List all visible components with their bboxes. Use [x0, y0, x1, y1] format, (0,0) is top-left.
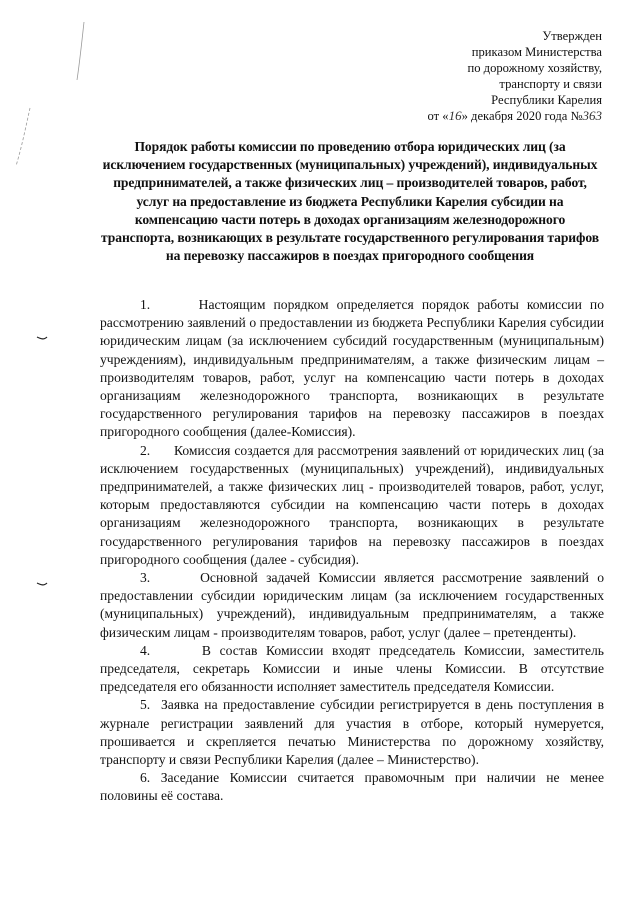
pencil-mark [16, 108, 30, 166]
approval-line: приказом Министерства [471, 45, 602, 59]
paragraph: 2. Комиссия создается для рассмотрения заявлений от юридических лиц (за исключением государственных (муниципальных) учреждений), индивидуальных предпринимателей, а также физических лиц - производителей товаров, работ, услуг, которым предоставляются субсидии на компенсацию части потерь в доходах организациям железнодорожного транспорта, возникающих в результате государственного регулирования тарифов на перевозку пассажиров в поездах пригородного сообщения (далее - субсидия). [100, 442, 604, 567]
paragraph: 5. Заявка на предоставление субсидии регистрируется в день поступления в журнале регистрации заявлений для участия в отборе, который нумеруется, прошивается и скрепляется печатью Министерства по дорожному хозяйству, транспорту и связи Республики Карелия (далее – Министерство). [100, 697, 604, 768]
paragraph: 4. В состав Комиссии входят председатель Комиссии, заместитель председателя, секретарь Комиссии и иные члены Комиссии. В отсутствие председателя его обязанности исполняет заместитель председателя Комиссии. [100, 642, 604, 695]
pencil-mark [77, 22, 84, 80]
approval-date-line [428, 108, 602, 124]
date-middle: » декабря 2020 года № [461, 109, 583, 123]
hole-punch-mark [37, 583, 47, 585]
handwritten-day: 16 [448, 108, 462, 123]
approval-line: транспорту и связи [499, 77, 602, 91]
approval-line: Утвержден [542, 29, 602, 43]
paragraph: 6. Заседание Комиссии считается правомочным при наличии не менее половины её состава. [100, 770, 604, 804]
document-title: Порядок работы комиссии по проведению отбора юридических лиц (за исключением государственных (муниципальных) учреждений), индивидуальных предпринимателей, а также физических лиц – производителей товаров, работ, услуг на предоставление из бюджета Республики Карелия субсидии на компенсацию части потерь в доходах организациям железнодорожного транспорта, возникающих в результате государственного регулирования тарифов на перевозку пассажиров в поездах пригородного сообщения [101, 139, 599, 264]
handwritten-number: 363 [582, 108, 602, 123]
paragraph: 1. Настоящим порядком определяется порядок работы комиссии по рассмотрению заявлений о предоставлении из бюджета Республики Карелия субсидии юридическим лицам (за исключением субсидий государственным (муниципальным) учреждениям), индивидуальным предпринимателям, а также физическим лицам – производителям товаров, работ, услуг на компенсацию части потерь в доходах организациям железнодорожного транспорта, возникающих в результате государственного регулирования тарифов на перевозку пассажиров в поездах пригородного сообщения (далее-Комиссия). [100, 297, 604, 440]
approval-line: по дорожному хозяйству, [467, 61, 602, 75]
hole-punch-mark [37, 337, 47, 339]
document-body [100, 296, 604, 806]
paragraph: 3. Основной задачей Комиссии является рассмотрение заявлений о предоставлении субсидии юридическим лицам (за исключением государственных (муниципальных) учреждений), индивидуальным предпринимателям, а также физическим лицам - производителям товаров, работ, услуг (далее – претенденты). [100, 570, 604, 640]
approval-line: Республики Карелия [491, 93, 602, 107]
approval-stamp-block [428, 28, 602, 124]
date-prefix: от « [427, 109, 449, 123]
